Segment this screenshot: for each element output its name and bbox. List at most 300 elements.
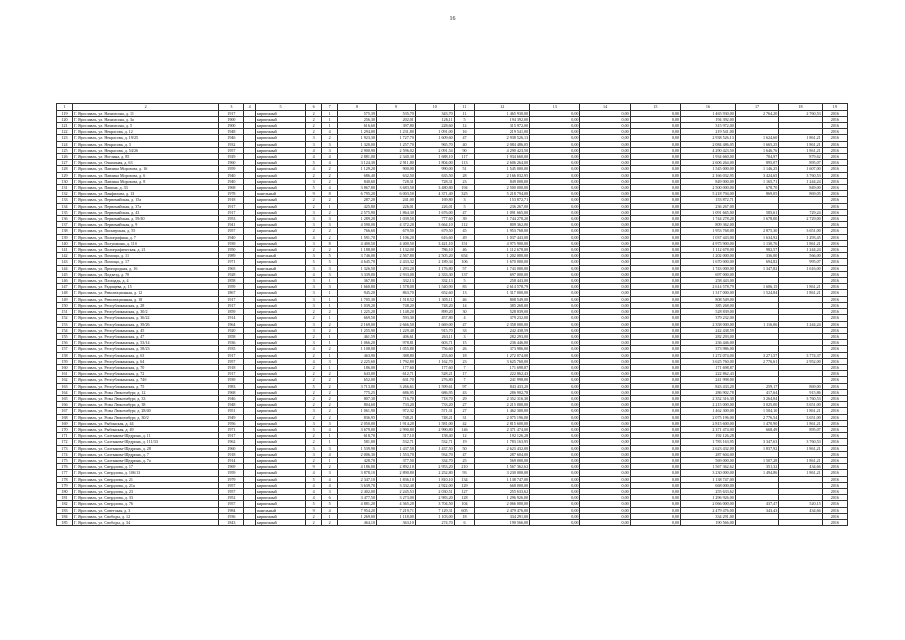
table-cell: 1 293,45 xyxy=(779,234,822,240)
table-cell: 4 186,00 xyxy=(338,464,377,470)
table-cell: 0,00 xyxy=(630,191,680,197)
table-cell: 343,43 xyxy=(735,507,778,513)
table-cell: 0,00 xyxy=(580,408,630,414)
table-cell: 0,00 xyxy=(580,197,630,203)
table-cell: 2016 xyxy=(822,389,847,395)
column-number-cell: 19 xyxy=(822,104,847,111)
table-cell: 2 169,00 xyxy=(338,321,377,327)
table-cell: 1 524,84 xyxy=(735,290,778,296)
table-cell: 0,00 xyxy=(530,271,580,277)
table-cell: 8 xyxy=(322,191,338,197)
table-cell: 2016 xyxy=(822,271,847,277)
table-cell: 0,00 xyxy=(530,247,580,253)
table-cell: 113 xyxy=(454,160,475,166)
table-cell: 183 xyxy=(57,507,73,513)
table-cell: 171 698,87 xyxy=(680,364,735,370)
table-cell: 0,00 xyxy=(630,302,680,308)
table-cell: 0,00 xyxy=(530,166,580,172)
table-cell: 756,60 xyxy=(415,346,454,352)
table-cell: 2 623 432,00 xyxy=(475,445,530,451)
table-cell: 162 xyxy=(57,377,73,383)
table-cell: 0,00 xyxy=(630,488,680,494)
table-cell: 895,07 xyxy=(779,160,822,166)
table-cell: Г. Ярославль, ул. Розы Люксембург, д. 30/2 xyxy=(73,414,219,420)
table-cell: 0,00 xyxy=(580,482,630,488)
table-cell: кирпичный xyxy=(255,439,305,445)
table-cell xyxy=(244,520,255,526)
table-cell: 2 938 526,13 xyxy=(475,135,530,141)
table-cell: 4 xyxy=(322,482,338,488)
table-cell: 2 xyxy=(306,395,322,401)
table-cell: 27 xyxy=(454,402,475,408)
table-cell: 0,00 xyxy=(630,247,680,253)
table-cell: 0,00 xyxy=(530,129,580,135)
table-cell: 0,00 xyxy=(530,457,580,463)
table-cell: 0,00 xyxy=(580,110,630,116)
table-cell: 83 xyxy=(454,284,475,290)
table-cell: 1 xyxy=(322,364,338,370)
table-cell: 5 xyxy=(454,278,475,284)
table-cell: 0,00 xyxy=(530,433,580,439)
table-cell: 1 138 747,00 xyxy=(680,476,735,482)
table-cell: 47 xyxy=(454,321,475,327)
table-cell: 1 xyxy=(322,123,338,129)
table-cell: 3 xyxy=(306,420,322,426)
table-cell: 1 792,80 xyxy=(377,358,416,364)
table-cell: 0,00 xyxy=(580,191,630,197)
table-cell: 126,11 xyxy=(415,116,454,122)
table-cell: 1 xyxy=(322,513,338,519)
table-cell: 1 xyxy=(322,333,338,339)
table-cell: 1 xyxy=(322,296,338,302)
table-cell: 3 760,53 xyxy=(779,395,822,401)
table-cell: 0,00 xyxy=(630,216,680,222)
table-cell: 1 578,00 xyxy=(377,284,416,290)
table-cell: 3 878,10 xyxy=(338,470,377,476)
table-cell: 4 xyxy=(306,346,322,352)
table-cell: 2 358 000,00 xyxy=(680,321,735,327)
table-cell: 0,00 xyxy=(530,234,580,240)
table-cell: 1 255,90 xyxy=(338,327,377,333)
table-cell: 1 037 443,00 xyxy=(680,234,735,240)
table-cell: 125 xyxy=(57,147,73,153)
table-cell: 3 424,65 xyxy=(735,172,778,178)
table-cell: 2016 xyxy=(822,414,847,420)
table-cell: Г. Ярославль, ул. Пионерская, д. 55 xyxy=(73,228,219,234)
table-cell: 171 xyxy=(57,433,73,439)
table-cell: 171 698,87 xyxy=(475,364,530,370)
table-cell: 258 443,00 xyxy=(475,278,530,284)
table-cell: 3 625 760,00 xyxy=(680,358,735,364)
table-cell: 141 xyxy=(57,247,73,253)
table-cell: 1 923,30 xyxy=(338,135,377,141)
table-cell: 571,31 xyxy=(415,408,454,414)
table-cell: кирпичный xyxy=(255,271,305,277)
table-cell: 1920 xyxy=(219,327,244,333)
table-cell: кирпичный xyxy=(255,315,305,321)
table-cell: 373 986,00 xyxy=(475,346,530,352)
table-cell: 2 091,54 xyxy=(415,147,454,153)
column-number-cell: 5 xyxy=(255,104,305,111)
table-cell: 18 xyxy=(454,513,475,519)
table-cell: 2 xyxy=(306,402,322,408)
table-cell: кирпичный xyxy=(255,383,305,389)
table-cell: 120 xyxy=(57,116,73,122)
table-cell: 4 400,50 xyxy=(377,240,416,246)
table-cell: 1 688,10 xyxy=(415,154,454,160)
table-cell: 2 xyxy=(322,209,338,215)
table-cell: 2 xyxy=(306,315,322,321)
table-cell: 14 xyxy=(454,302,475,308)
table-cell: 895,07 xyxy=(779,426,822,432)
table-cell: Г. Ярославль, ул. Некрасова, д. 3 xyxy=(73,141,219,147)
table-cell: 0,00 xyxy=(630,147,680,153)
table-cell: кирпичный xyxy=(255,346,305,352)
table-cell: 3 273,00 xyxy=(377,495,416,501)
table-cell: 0,00 xyxy=(580,476,630,482)
table-cell: 425,80 xyxy=(338,203,377,209)
table-cell: 0,00 xyxy=(630,290,680,296)
table-cell: 1914 xyxy=(219,457,244,463)
table-cell: 1940 xyxy=(219,172,244,178)
table-cell: 2016 xyxy=(822,352,847,358)
table-cell: 0,00 xyxy=(630,240,680,246)
table-cell: 7 129,31 xyxy=(415,507,454,513)
table-cell: кирпичный xyxy=(255,358,305,364)
table-cell: Г. Ярославль, ул. Первомайская, д. 43 xyxy=(73,209,219,215)
table-cell: 694,82 xyxy=(735,259,778,265)
table-cell: 1 861,21 xyxy=(779,240,822,246)
table-cell: 1 670 000,00 xyxy=(475,259,530,265)
table-cell: 30 xyxy=(454,309,475,315)
table-cell: 1957 xyxy=(219,358,244,364)
table-cell: 2016 xyxy=(822,327,847,333)
table-cell: 0,00 xyxy=(580,352,630,358)
table-cell: 0,00 xyxy=(630,364,680,370)
table-cell: 679,50 xyxy=(415,228,454,234)
table-cell: 192 126,28 xyxy=(475,433,530,439)
table-cell: 2 623 432,00 xyxy=(680,445,735,451)
table-cell: 2 952,00 xyxy=(779,358,822,364)
table-cell: 2 358 000,00 xyxy=(475,321,530,327)
table-cell: кирпичный xyxy=(255,135,305,141)
table-cell: 3 230 000,00 xyxy=(475,470,530,476)
table-cell: Г. Ярославль, ул. Республиканская, д. 74б xyxy=(73,377,219,383)
table-cell: кирпичный xyxy=(255,178,305,184)
table-cell: 3 124,30 xyxy=(338,160,377,166)
table-cell: 1 130,76 xyxy=(735,240,778,246)
table-cell: 1 743 000,00 xyxy=(680,265,735,271)
table-cell: 566,00 xyxy=(779,253,822,259)
table-cell: Г. Ярославль, ул. Некрасова, д. 12 xyxy=(73,129,219,135)
table-cell: 123 xyxy=(57,135,73,141)
table-cell: 3 xyxy=(322,358,338,364)
table-cell: 1 112 678,00 xyxy=(475,247,530,253)
table-cell: 3 xyxy=(306,302,322,308)
table-cell: 869,05 xyxy=(779,191,822,197)
table-cell: кирпичный xyxy=(255,247,305,253)
table-cell: 90 xyxy=(454,147,475,153)
table-cell: 379 232,00 xyxy=(475,315,530,321)
table-cell: 1 xyxy=(322,433,338,439)
table-cell: 0,00 xyxy=(580,414,630,420)
table-cell: 1918 xyxy=(219,364,244,370)
table-cell: 194 xyxy=(454,185,475,191)
table-cell: 4 xyxy=(306,488,322,494)
table-cell: 0,00 xyxy=(630,265,680,271)
table-cell: 3 xyxy=(306,408,322,414)
table-cell: 0,00 xyxy=(630,172,680,178)
table-cell: 2 xyxy=(322,247,338,253)
column-number-cell: 10 xyxy=(415,104,454,111)
table-cell: 2016 xyxy=(822,197,847,203)
table-cell: 2016 xyxy=(822,464,847,470)
table-cell: Г. Ярославль, ул. Радищева, д. 15 xyxy=(73,284,219,290)
table-cell: 1965 xyxy=(219,265,244,271)
table-cell: 2016 xyxy=(822,383,847,389)
table-cell: 3 xyxy=(322,216,338,222)
table-cell: 593,30 xyxy=(377,315,416,321)
table-cell: 0,00 xyxy=(630,178,680,184)
table-cell: 167 xyxy=(57,408,73,414)
table-cell: 0,00 xyxy=(580,507,630,513)
table-cell: 241 998,00 xyxy=(680,377,735,383)
table-cell: 2016 xyxy=(822,135,847,141)
table-cell: кирпичный xyxy=(255,296,305,302)
table-cell: 2 666,50 xyxy=(377,321,416,327)
table-cell: 1 296 926,00 xyxy=(475,495,530,501)
table-cell: Г. Ярославль, ул. Республиканская, д. 45 xyxy=(73,327,219,333)
table-cell: 945,20 xyxy=(338,290,377,296)
table-cell: 336,00 xyxy=(735,253,778,259)
table-cell: 6 003,50 xyxy=(377,191,416,197)
table-cell: 3 480,80 xyxy=(415,185,454,191)
table-cell: 0,00 xyxy=(630,377,680,383)
table-cell: 0,00 xyxy=(580,247,630,253)
table-cell: 1957 xyxy=(219,488,244,494)
table-cell: 836,95 xyxy=(338,414,377,420)
table-cell: 1 162,70 xyxy=(415,358,454,364)
table-cell: 129 xyxy=(57,172,73,178)
table-cell: 2 352 316,30 xyxy=(680,395,735,401)
table-cell: 1 567 362,62 xyxy=(475,464,530,470)
table-cell: 775,25 xyxy=(338,389,377,395)
table-cell: 51 xyxy=(454,166,475,172)
table-cell: 1 xyxy=(322,116,338,122)
table-cell: Г. Ярославль, ул. Очкошная, д. 63 xyxy=(73,160,219,166)
table-cell: 1939 xyxy=(219,377,244,383)
table-cell: 325 xyxy=(454,191,475,197)
table-cell: 0,00 xyxy=(580,501,630,507)
table-cell: 434,66 xyxy=(779,507,822,513)
table-cell: 286 902,78 xyxy=(475,389,530,395)
table-cell: 0,00 xyxy=(530,470,580,476)
table-cell: 1 462 300,00 xyxy=(475,408,530,414)
table-cell: 177 xyxy=(57,470,73,476)
table-cell: 1 934 660,00 xyxy=(680,154,735,160)
table-cell: 786,10 xyxy=(415,247,454,253)
table-cell: 3 713,80 xyxy=(338,383,377,389)
table-cell: 733,20 xyxy=(377,402,416,408)
table-cell: 0,00 xyxy=(530,476,580,482)
table-cell: 373 986,00 xyxy=(680,346,735,352)
table-cell: 3 xyxy=(306,222,322,228)
table-cell: 0,00 xyxy=(530,513,580,519)
table-cell: 0,00 xyxy=(580,178,630,184)
table-cell: 0,00 xyxy=(630,129,680,135)
table-cell: 0,00 xyxy=(580,154,630,160)
table-cell: 2 xyxy=(322,135,338,141)
table-cell: 4 xyxy=(306,234,322,240)
table-cell: 1900 xyxy=(219,123,244,129)
table-cell: кирпичный xyxy=(255,302,305,308)
table-cell: 1983 xyxy=(219,383,244,389)
table-cell: кирпичный xyxy=(255,476,305,482)
table-cell: 0,00 xyxy=(580,402,630,408)
table-cell: 169 xyxy=(57,420,73,426)
table-cell: Г. Ярославль, ул. Салтыкова-Щедрина, д. 7а xyxy=(73,457,219,463)
table-cell: 2 xyxy=(322,414,338,420)
table-cell: 2 764,20 xyxy=(735,110,778,116)
table-cell: 2 815 600,00 xyxy=(475,420,530,426)
table-cell: 3 477,50 xyxy=(338,495,377,501)
table-cell: 3 xyxy=(306,216,322,222)
table-cell: 5 218 794,00 xyxy=(680,191,735,197)
table-cell: Г. Ярославль, ул. Ноглина, д. 85 xyxy=(73,154,219,160)
table-cell: 3 683,50 xyxy=(377,185,416,191)
table-cell: 4 881,20 xyxy=(338,501,377,507)
table-cell: 0,00 xyxy=(580,395,630,401)
table-cell: 2 075 196,00 xyxy=(680,414,735,420)
table-cell: 1968 xyxy=(219,389,244,395)
table-cell: 2 252,80 xyxy=(415,470,454,476)
table-cell: 4 xyxy=(306,271,322,277)
table-cell: 2 xyxy=(322,389,338,395)
table-cell: 3 xyxy=(306,135,322,141)
table-cell: кирпичный xyxy=(255,520,305,526)
table-cell: Г. Ярославль, ул. Салтыкова-Щедрина, д. 111/33 xyxy=(73,439,219,445)
table-cell: кирпичный xyxy=(255,513,305,519)
table-cell: 0,00 xyxy=(580,433,630,439)
table-cell: 457,80 xyxy=(415,315,454,321)
table-cell: 16 xyxy=(454,129,475,135)
table-cell: 2 760,53 xyxy=(779,110,822,116)
table-cell: 4 xyxy=(322,154,338,160)
table-cell: кирпичный xyxy=(255,203,305,209)
table-cell: 3 xyxy=(306,141,322,147)
table-cell: кирпичный xyxy=(255,110,305,116)
table-cell: 23 xyxy=(454,358,475,364)
table-cell: 3 xyxy=(306,240,322,246)
table-cell: 151 xyxy=(57,309,73,315)
table-cell: Г. Ярославль, ул. Республиканская, д. 30/2 xyxy=(73,309,219,315)
table-cell: 528 839,00 xyxy=(475,309,530,315)
table-cell: 2016 xyxy=(822,185,847,191)
table-cell: 1 606,15 xyxy=(735,284,778,290)
table-cell: 2 215 000,00 xyxy=(475,402,530,408)
table-cell: 766,60 xyxy=(338,228,377,234)
table-cell: 899,20 xyxy=(415,309,454,315)
table-cell: 145 xyxy=(57,271,73,277)
table-cell: 0,00 xyxy=(580,426,630,432)
table-cell: 242 438,59 xyxy=(680,327,735,333)
table-cell: кирпичный xyxy=(255,185,305,191)
table-cell: 2016 xyxy=(822,234,847,240)
table-cell: 704,97 xyxy=(735,154,778,160)
table-cell: 1 861,21 xyxy=(779,445,822,451)
table-cell: 463,90 xyxy=(338,352,377,358)
table-cell: кирпичный xyxy=(255,395,305,401)
table-cell: кирпичный xyxy=(255,160,305,166)
table-cell: 256,30 xyxy=(338,116,377,122)
table-cell: 1914 xyxy=(219,315,244,321)
table-cell: 1948 xyxy=(219,129,244,135)
table-cell: 0,00 xyxy=(630,402,680,408)
table-cell: 0,00 xyxy=(530,141,580,147)
table-cell: 4 290 423,50 xyxy=(475,147,530,153)
table-cell: 210 xyxy=(454,464,475,470)
table-cell: кирпичный xyxy=(255,290,305,296)
table-cell: 4 975 900,00 xyxy=(680,240,735,246)
table-cell: 4 xyxy=(322,160,338,166)
table-cell: 2 225,60 xyxy=(338,358,377,364)
table-cell: 1 xyxy=(322,203,338,209)
table-cell: 0,00 xyxy=(530,147,580,153)
table-cell: 4 xyxy=(322,426,338,432)
table-cell: 317,10 xyxy=(377,433,416,439)
table-cell: 840,60 xyxy=(338,178,377,184)
table-cell: 575,39 xyxy=(338,110,377,116)
table-cell: 0,00 xyxy=(630,116,680,122)
table-cell: 3 760,53 xyxy=(779,439,822,445)
table-cell: 4 372,20 xyxy=(377,222,416,228)
table-cell: 5 xyxy=(306,476,322,482)
table-cell: 807,30 xyxy=(338,395,377,401)
table-cell: 134 xyxy=(57,203,73,209)
table-cell: 3 639,70 xyxy=(338,482,377,488)
table-cell: кирпичный xyxy=(255,364,305,370)
table-cell: 1 861,21 xyxy=(779,420,822,426)
table-cell: 2 922,00 xyxy=(415,482,454,488)
table-cell: 2 xyxy=(322,178,338,184)
table-cell: 12 xyxy=(454,433,475,439)
table-cell: кирпичный xyxy=(255,470,305,476)
table-cell: 849,00 xyxy=(779,185,822,191)
table-cell: 28 xyxy=(454,172,475,178)
table-cell: 2 433,32 xyxy=(377,259,416,265)
table-cell: 170 xyxy=(57,426,73,432)
table-cell: 2 505,20 xyxy=(415,253,454,259)
table-cell: 1867 xyxy=(219,290,244,296)
table-cell: 0,00 xyxy=(630,123,680,129)
table-cell: 26 xyxy=(454,346,475,352)
table-cell: 241,00 xyxy=(377,197,416,203)
table-cell: 1 607,00 xyxy=(779,166,822,172)
table-cell: 0,00 xyxy=(630,358,680,364)
table-cell: 0,00 xyxy=(580,147,630,153)
table-cell: 1 xyxy=(322,315,338,321)
table-cell: 2016 xyxy=(822,278,847,284)
column-number-cell: 1 xyxy=(57,104,73,111)
table-cell: 972,32 xyxy=(377,408,416,414)
table-cell: 0,00 xyxy=(580,172,630,178)
table-cell: кирпичный xyxy=(255,482,305,488)
table-cell: 1 347,82 xyxy=(735,265,778,271)
table-cell: кирпичный xyxy=(255,420,305,426)
table-cell: 1 066,20 xyxy=(338,340,377,346)
table-cell: 733,20 xyxy=(415,402,454,408)
table-cell: 0,00 xyxy=(530,110,580,116)
